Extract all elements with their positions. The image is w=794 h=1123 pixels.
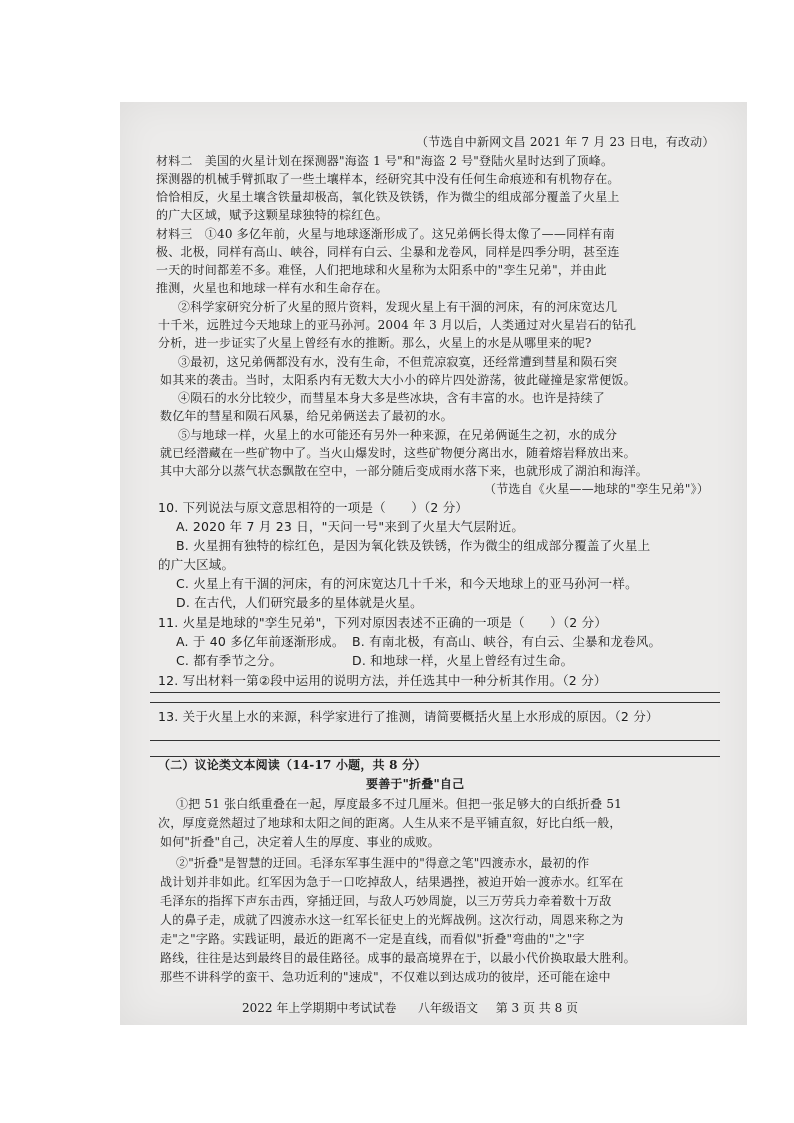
material-2-line: 材料二 美国的火星计划在探测器"海盗 1 号"和"海盗 2 号"登陆火星时达到了顶峰。 xyxy=(156,154,614,168)
option-11-a: A. 于 40 多亿年前逐渐形成。 xyxy=(176,634,345,649)
option-10-b: 的广大区域。 xyxy=(158,557,235,572)
material-3-line: ②科学家研究分析了火星的照片资料，发现火星上有干涸的河床，有的河床宽达几 xyxy=(178,300,618,314)
essay-line: 路线，往往是达到最终目的最佳路径。成事的最高境界在于，以最小代价换取最大胜利。 xyxy=(160,951,636,965)
question-12: 12. 写出材料一第②段中运用的说明方法，并任选其中一种分析其作用。（2 分） xyxy=(158,673,607,688)
option-10-d: D. 在古代，人们研究最多的星体就是火星。 xyxy=(176,595,423,610)
material-3-line: 极、北极，同样有高山、峡谷，同样有白云、尘暴和龙卷风，同样是四季分明，甚至连 xyxy=(156,245,620,259)
footer-exam: 2022 年上学期期中考试试卷 xyxy=(242,1001,397,1015)
source-note: （节选自中新网文昌 2021 年 7 月 23 日电，有改动） xyxy=(416,135,715,149)
essay-line: 如何"折叠"自己，决定着人生的厚度、事业的成败。 xyxy=(160,835,440,849)
material-3-line: 十千米，远胜过今天地球上的亚马孙河。2004 年 3 月以后，人类通过对火星岩石的钻孔 xyxy=(158,318,637,332)
page-footer xyxy=(242,999,578,1016)
material-3-line: ⑤与地球一样，火星上的水可能还有另外一种来源，在兄弟俩诞生之初，水的成分 xyxy=(178,428,618,442)
material-3-line: ③最初，这兄弟俩都没有水，没有生命，不但荒凉寂寞，还经常遭到彗星和陨石突 xyxy=(178,355,618,369)
question-11: 11. 火星是地球的"孪生兄弟"，下列对原因表述不正确的一项是（ ）（2 分） xyxy=(158,615,608,630)
footer-subject: 八年级语文 xyxy=(418,1001,479,1015)
option-11-c: C. 都有季节之分。 xyxy=(176,653,283,668)
material-2-line: 的广大区域，赋予这颗星球独特的棕红色。 xyxy=(156,208,388,222)
footer-page: 第 3 页 共 8 页 xyxy=(495,1001,579,1015)
material-3-line: 其中大部分以蒸气状态飘散在空中，一部分随后变成雨水落下来，也就形成了湖泊和海洋。 xyxy=(160,464,649,478)
essay-line: ①把 51 张白纸重叠在一起，厚度最多不过几厘米。但把一张足够大的白纸折叠 51 xyxy=(176,797,622,811)
option-11-b: B. 有南北极，有高山、峡谷，有白云、尘暴和龙卷风。 xyxy=(352,634,662,649)
material-3-line: 一天的时间都差不多。难怪，人们把地球和火星称为太阳系中的"孪生兄弟"，并由此 xyxy=(156,263,607,277)
answer-line[interactable] xyxy=(150,740,720,741)
material-3-line: 分析，进一步证实了火星上曾经有水的推断。那么，火星上的水是从哪里来的呢? xyxy=(158,336,592,350)
option-10-b: B. 火星拥有独特的棕红色，是因为氧化铁及铁锈，作为微尘的组成部分覆盖了火星上 xyxy=(176,538,651,553)
answer-line[interactable] xyxy=(150,692,720,693)
question-13: 13. 关于火星上水的来源，科学家进行了推测，请简要概括火星上水形成的原因。（2 分） xyxy=(158,709,659,724)
source-note: （节选自《火星——地球的"孪生兄弟"》） xyxy=(484,482,710,496)
essay-line: 战计划并非如此。红军因为急于一口吃掉敌人，结果遇挫，被迫开始一渡赤水。红军在 xyxy=(160,875,624,889)
option-10-c: C. 火星上有干涸的河床，有的河床宽达几十千米，和今天地球上的亚马孙河一样。 xyxy=(176,576,638,591)
answer-line[interactable] xyxy=(150,702,720,703)
question-10: 10. 下列说法与原文意思相符的一项是（ ）（2 分） xyxy=(158,500,469,515)
essay-line: ②"折叠"是智慧的迂回。毛泽东军事生涯中的"得意之笔"四渡赤水，最初的作 xyxy=(176,856,590,870)
answer-line[interactable] xyxy=(150,756,720,757)
material-3-line: ④陨石的水分比较少，而彗星本身大多是些冰块，含有丰富的水。也许是持续了 xyxy=(178,391,606,405)
option-10-a: A. 2020 年 7 月 23 日，"天问一号"来到了火星大气层附近。 xyxy=(176,519,525,534)
essay-line: 次，厚度竟然超过了地球和太阳之间的距离。人生从来不是平铺直叙，好比白纸一般， xyxy=(158,816,622,830)
material-3-line: 推测，火星也和地球一样有水和生命存在。 xyxy=(156,281,388,295)
essay-line: 毛泽东的指挥下声东击西，穿插迂回，与敌人巧妙周旋，以三万劳兵力牵着数十万敌 xyxy=(160,894,612,908)
exam-page xyxy=(120,102,747,1025)
material-3-line: 数亿年的彗星和陨石风暴，给兄弟俩送去了最初的水。 xyxy=(160,409,453,423)
option-11-d: D. 和地球一样，火星上曾经有过生命。 xyxy=(352,653,574,668)
section-heading: （二）议论类文本阅读（14-17 小题，共 8 分） xyxy=(158,758,427,772)
material-3-line: 就已经潜藏在一些矿物中了。当火山爆发时，这些矿物便分离出水，随着熔岩释放出来。 xyxy=(160,446,636,460)
essay-line: 走"之"字路。实践证明，最近的距离不一定是直线，而看似"折叠"弯曲的"之"字 xyxy=(160,932,585,946)
essay-title: 要善于"折叠"自己 xyxy=(366,777,465,791)
essay-line: 人的鼻子走，成就了四渡赤水这一红军长征史上的光辉战例。这次行动，周恩来称之为 xyxy=(160,913,624,927)
essay-line: 那些不讲科学的蛮干、急功近利的"速成"，不仅难以到达成功的彼岸，还可能在途中 xyxy=(160,970,611,984)
material-3-line: 材料三 ①40 多亿年前，火星与地球逐渐形成了。这兄弟俩长得太像了——同样有南 xyxy=(156,227,615,241)
material-3-line: 如其来的袭击。当时，太阳系内有无数大大小小的碎片四处游荡，彼此碰撞是家常便饭。 xyxy=(160,373,636,387)
material-2-line: 恰恰相反，火星土壤含铁量却极高，氧化铁及铁锈，作为微尘的组成部分覆盖了火星上 xyxy=(156,190,620,204)
material-2-line: 探测器的机械手臂抓取了一些土壤样本，经研究其中没有任何生命痕迹和有机物存在。 xyxy=(156,172,620,186)
